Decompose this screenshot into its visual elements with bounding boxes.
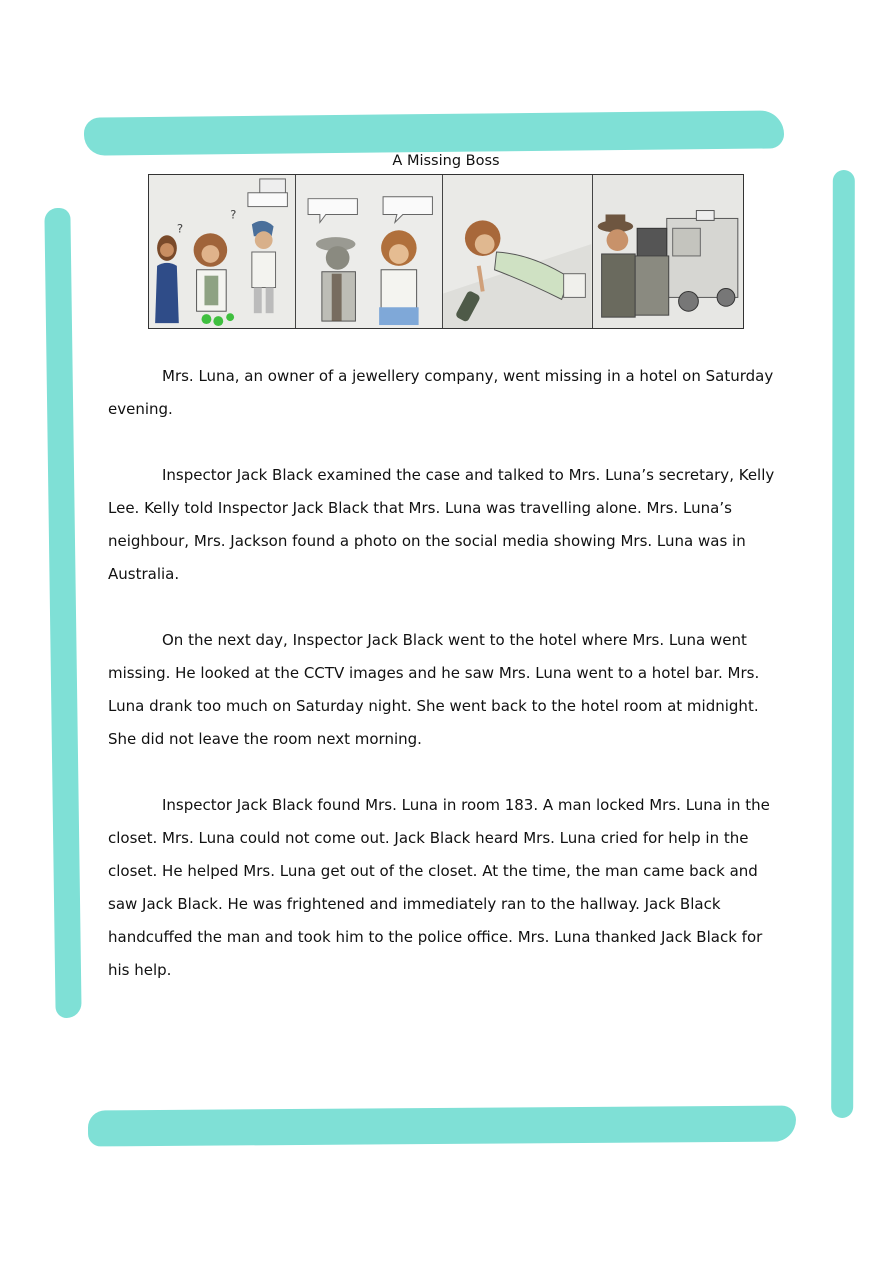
svg-text:?: ?	[230, 207, 237, 222]
comic-strip	[148, 174, 744, 329]
story-paragraph-1: Mrs. Luna, an owner of a jewellery company, went missing in a hotel on Saturday evening.	[108, 367, 774, 418]
comic-panel-4	[593, 175, 743, 328]
frame-brush-left	[44, 208, 81, 1018]
document-title: A Missing Boss	[392, 153, 500, 169]
frame-brush-bottom	[88, 1106, 796, 1147]
svg-text:?: ?	[176, 221, 184, 236]
frame-brush-right	[831, 170, 855, 1118]
comic-panel-3	[443, 175, 593, 328]
comic-panel-2-drawing	[296, 175, 443, 328]
story-paragraph-3: On the next day, Inspector Jack Black went to the hotel where Mrs. Luna went missing. He looked at the CCTV images and he saw Mrs. Luna went to a hotel bar. Mrs. Luna drank too much on Saturday night. She went back to the hotel room at midnight. She did not leave the room next morning.	[108, 631, 760, 748]
story-body	[108, 360, 788, 1020]
story-paragraph-4: Inspector Jack Black found Mrs. Luna in room 183. A man locked Mrs. Luna in the closet. Mrs. Luna could not come out. Jack Black heard Mrs. Luna cried for help in the closet. He helped Mrs. Luna get out of the closet. At the time, the man came back and saw Jack Black. He was frightened and immediately ran to the hallway. Jack Black handcuffed the man and took him to the police office. Mrs. Luna thanked Jack Black for his help.	[108, 796, 770, 979]
comic-panel-2	[296, 175, 444, 328]
comic-panel-1-drawing	[149, 175, 295, 328]
comic-panel-3-drawing	[443, 175, 592, 328]
comic-panel-1	[149, 175, 296, 328]
frame-brush-top	[84, 110, 784, 155]
story-paragraph-2: Inspector Jack Black examined the case and talked to Mrs. Luna’s secretary, Kelly Lee. Kelly told Inspector Jack Black that Mrs. Luna was travelling alone. Mrs. Luna’s neighbour, Mrs. Jackson found a photo on the social media showing Mrs. Luna was in Australia.	[108, 466, 775, 583]
comic-panel-4-drawing	[593, 175, 743, 328]
